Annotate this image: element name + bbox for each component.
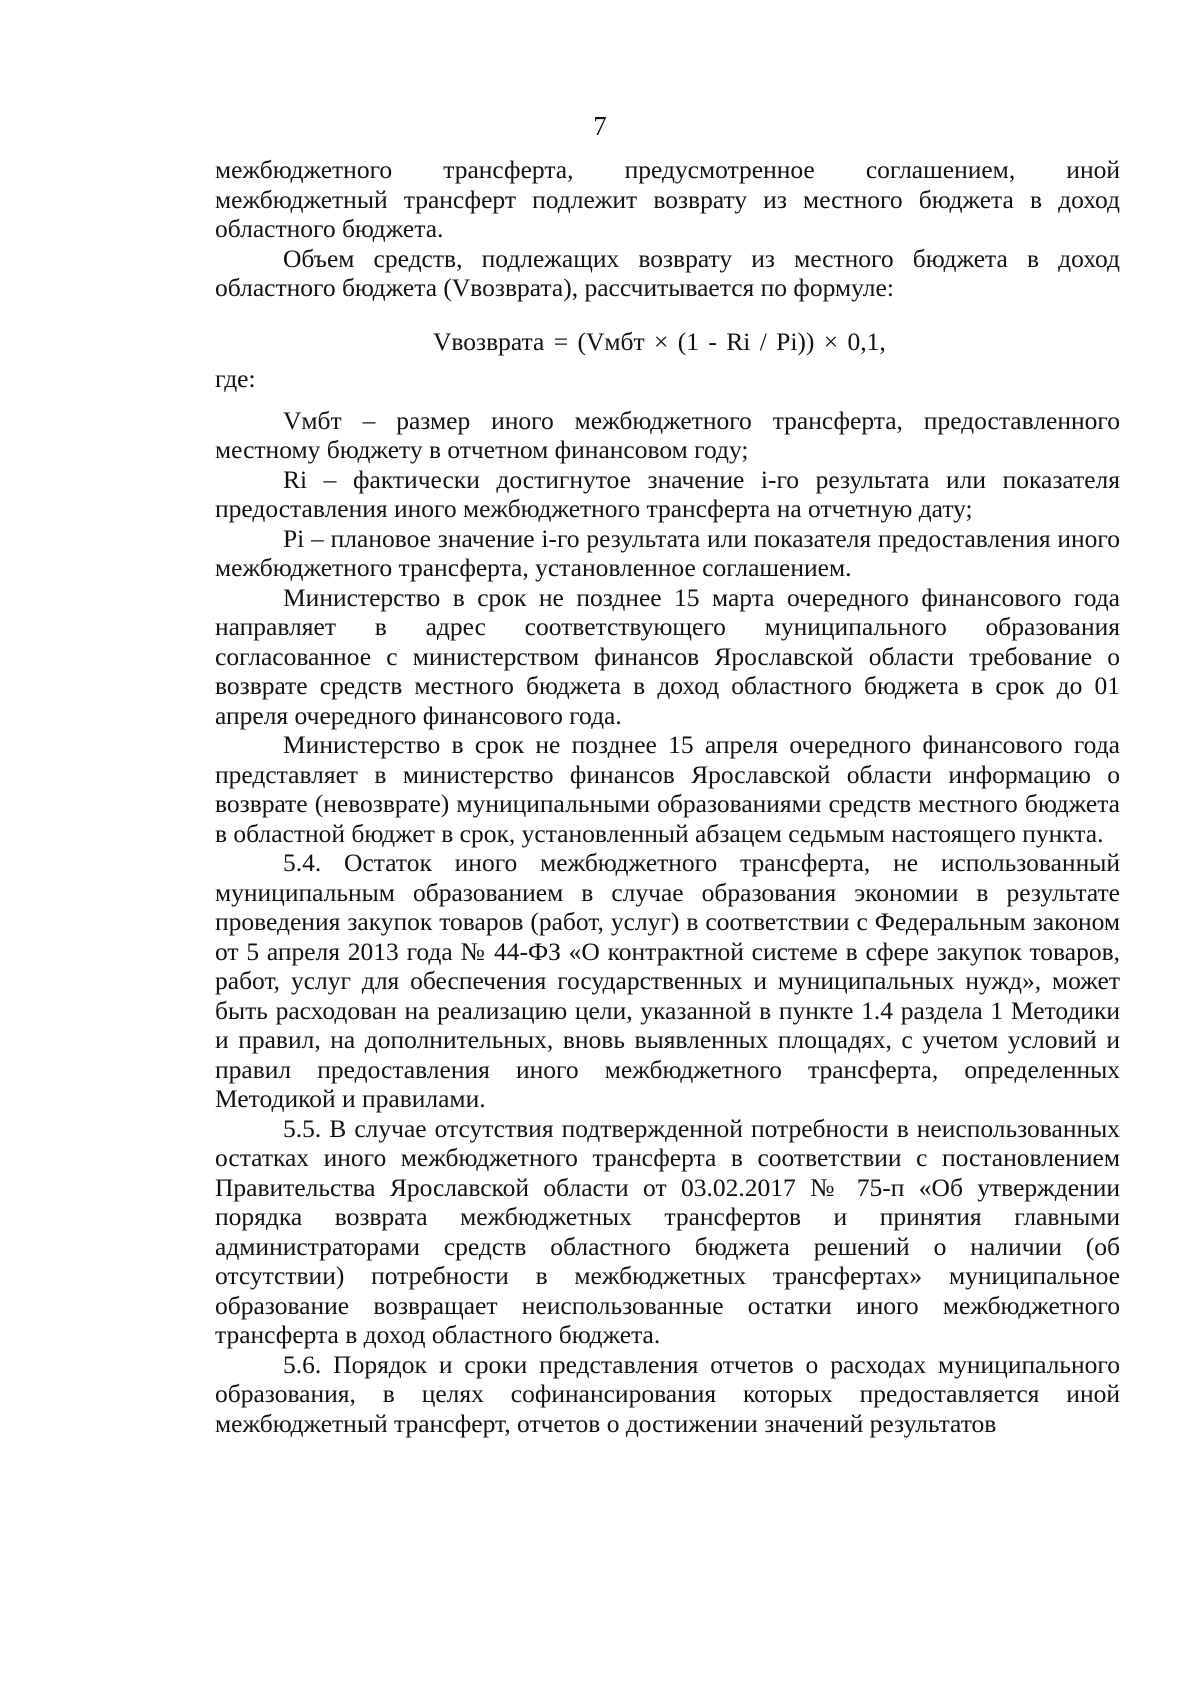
clause-5-6: 5.6. Порядок и сроки представления отчетов о расходах муниципального образования, в целях софинансирования которых предоставляется иной межбюджетный трансферт, отчетов о достижении значений результатов — [215, 1349, 1120, 1438]
paragraph-continuation: межбюджетного трансферта, предусмотренное соглашением, иной межбюджетный трансферт подлежит возврату из местного бюджета в доход областного бюджета. — [215, 155, 1120, 243]
document-body — [215, 155, 1120, 1438]
clause-5-4: 5.4. Остаток иного межбюджетного трансферта, не использованный муниципальным образованием в случае образования экономии в результате проведения закупок товаров (работ, услуг) в соответствии с Федеральным законом от 5 апреля 2013 года № 44-ФЗ «О контрактной системе в сфере закупок товаров, работ, услуг для обеспечения государственных и муниципальных нужд», может быть расходован на реализацию цели, указанной в пункте 1.4 раздела 1 Методики и правил, на дополнительных, вновь выявленных площадях, с учетом условий и правил предоставления иного межбюджетного трансферта, определенных Методикой и правилами. — [215, 848, 1120, 1113]
page-number: 7 — [593, 111, 607, 141]
formula-where-label: где: — [215, 364, 256, 393]
definition-vmbt: Vмбт – размер иного межбюджетного трансферта, предоставленного местному бюджету в отчетном финансовом году; — [215, 405, 1120, 464]
paragraph-ministry-april: Министерство в срок не позднее 15 апреля очередного финансового года представляет в министерство финансов Ярославской области информацию о возврате (невозврате) муниципальными образованиями средств местного бюджета в областной бюджет в срок, установленный абзацем седьмым настоящего пункта. — [215, 730, 1120, 848]
definition-pi: Pi – плановое значение i-го результата или показателя предоставления иного межбюджетного трансферта, установленное соглашением. — [215, 523, 1120, 582]
paragraph-return-volume: Объем средств, подлежащих возврату из местного бюджета в доход областного бюджета (Vвозврата), рассчитывается по формуле: — [215, 243, 1120, 302]
clause-5-5: 5.5. В случае отсутствия подтвержденной потребности в неиспользованных остатках иного межбюджетного трансферта в соответствии с постановлением Правительства Ярославской области от 03.02.2017 № 75-п «Об утверждении порядка возврата межбюджетных трансфертов и принятия главными администраторами средств областного бюджета решений о наличии (об отсутствии) потребности в межбюджетных трансфертах» муниципальное образование возвращает неиспользованные остатки иного межбюджетного трансферта в доход областного бюджета. — [215, 1113, 1120, 1349]
paragraph-ministry-march: Министерство в срок не позднее 15 марта очередного финансового года направляет в адрес соответствующего муниципального образования согласованное с министерством финансов Ярославской области требование о возврате средств местного бюджета в доход областного бюджета в срок до 01 апреля очередного финансового года. — [215, 582, 1120, 730]
definition-ri: Ri – фактически достигнутое значение i-го результата или показателя предоставления иного межбюджетного трансферта на отчетную дату; — [215, 464, 1120, 523]
return-formula: Vвозврата = (Vмбт × (1 - Ri / Pi)) × 0,1, — [433, 326, 886, 356]
